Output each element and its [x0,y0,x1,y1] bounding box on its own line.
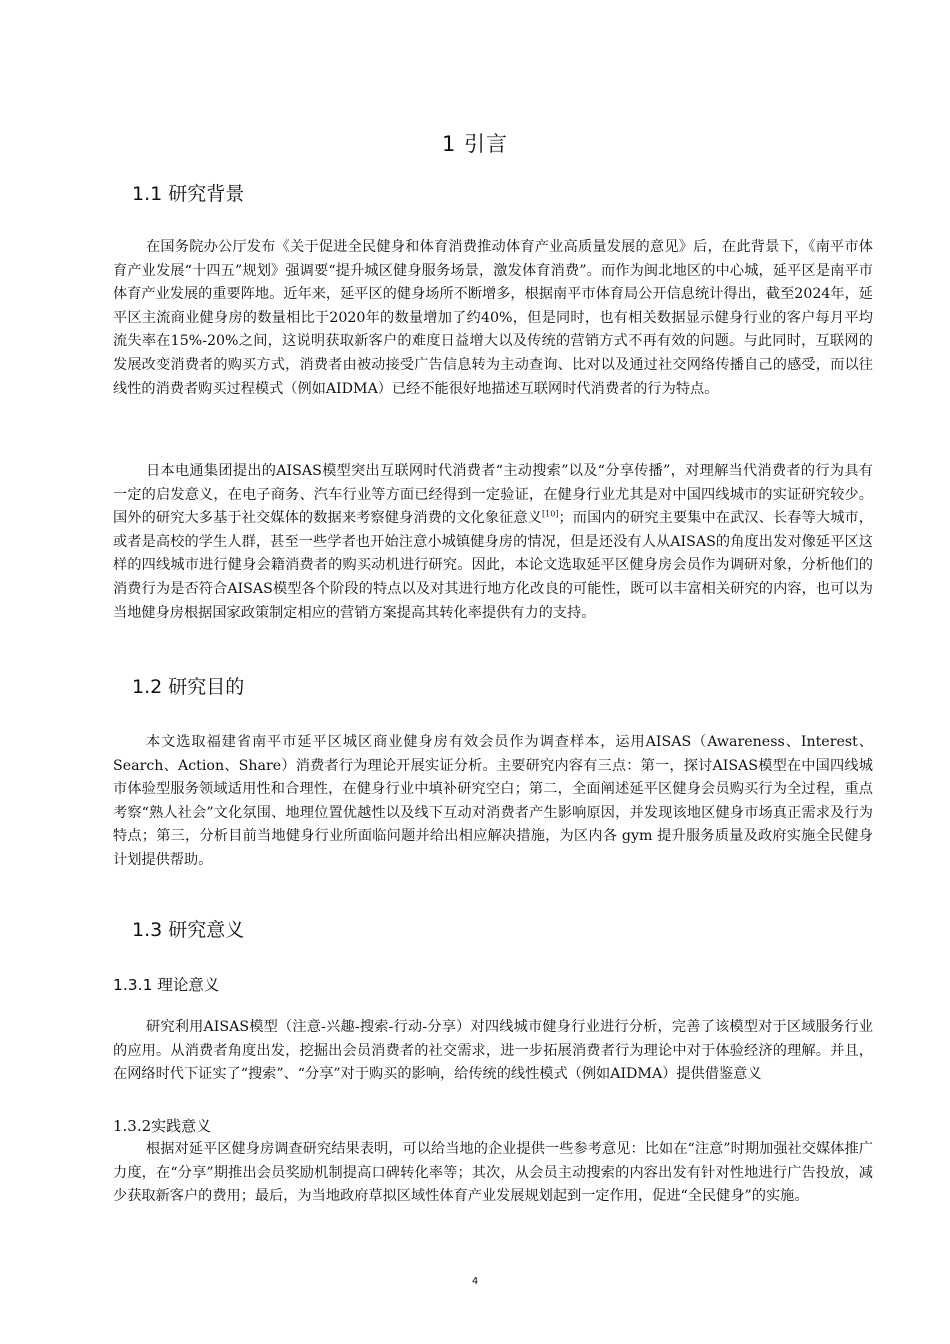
subsection-title-practical: 1.3.2实践意义 [113,1117,212,1135]
paragraph-text: 日本电通集团提出的AISAS模型突出互联网时代消费者“主动搜索”以及“分享传播”，对理解当代消费者的行为具有一定的启发意义，在电子商务、汽车行业等方面已经得到一定验证，在健身行业尤其是对中国四线城市的实证研究较少。国外的研究大多基于社交媒体的数据来考察健身消费的文化象征意义 [113,463,873,527]
chapter-title: 1 引言 [441,132,509,156]
paragraph-background-2 [113,460,873,625]
section-title-significance: 1.3 研究意义 [132,919,245,941]
paragraph-text: ；而国内的研究主要集中在武汉、长春等大城市，或者是高校的学生人群，甚至一些学者也开始注意小城镇健身房的情况，但是还没有人从AISAS的角度出发对像延平区这样的四线城市进行健身会籍消费者的购买动机进行研究。因此，本论文选取延平区健身房会员作为调研对象，分析他们的消费行为是否符合AISAS模型各个阶段的特点以及对其进行地方化改良的可能性，既可以丰富相关研究的内容，也可以为当地健身房根据国家政策制定相应的营销方案提高其转化率提供有力的支持。 [113,510,873,621]
citation-marker: [10] [542,509,559,519]
section-title-background: 1.1 研究背景 [132,183,245,205]
paragraph-practical: 根据对延平区健身房调查研究结果表明，可以给当地的企业提供一些参考意见：比如在“注意”时期加强社交媒体推广力度，在“分享”期推出会员奖励机制提高口碑转化率等；其次，从会员主动搜索的内容出发有针对性地进行广告投放，减少获取新客户的费用；最后，为当地政府草拟区域性体育产业发展规划起到一定作用，促进“全民健身”的实施。 [113,1141,873,1205]
paragraph-purpose: 本文选取福建省南平市延平区城区商业健身房有效会员作为调查样本，运用AISAS（Awareness、Interest、Search、Action、Share）消费者行为理论开展实证分析。主要研究内容有三点：第一，探讨AISAS模型在中国四线城市体验型服务领域适用性和合理性，在健身行业中填补研究空白；第二，全面阐述延平区健身会员购买行为全过程，重点考察“熟人社会”文化氛围、地理位置优越性以及线下互动对消费者产生影响原因，并发现该地区健身市场真正需求及行为特点；第三，分析目前当地健身行业所面临问题并给出相应解决措施，为区内各 gym 提升服务质量及政府实施全民健身计划提供帮助。 [113,734,873,868]
paragraph-theoretical: 研究利用AISAS模型（注意-兴趣-搜索-行动-分享）对四线城市健身行业进行分析，完善了该模型对于区域服务行业的应用。从消费者角度出发，挖掘出会员消费者的社交需求，进一步拓展消费者行为理论中对于体验经济的理解。并且，在网络时代下证实了“搜索”、“分享”对于购买的影响，给传统的线性模式（例如AIDMA）提供借鉴意义 [113,1019,873,1083]
subsection-title-theoretical: 1.3.1 理论意义 [113,976,220,994]
paragraph-background-1: 在国务院办公厅发布《关于促进全民健身和体育消费推动体育产业高质量发展的意见》后，在此背景下，《南平市体育产业发展“十四五”规划》强调要“提升城区健身服务场景，激发体育消费”。而作为闽北地区的中心城，延平区是南平市体育产业发展的重要阵地。近年来，延平区的健身场所不断增多，根据南平市体育局公开信息统计得出，截至2024年，延平区主流商业健身房的数量相比于2020年的数量增加了约40%，但是同时，也有相关数据显示健身行业的客户每月平均流失率在15%-20%之间，这说明获取新客户的难度日益增大以及传统的营销方式不再有效的问题。与此同时，互联网的发展改变消费者的购买方式，消费者由被动接受广告信息转为主动查询、比对以及通过社交网络传播自己的感受，而以往线性的消费者购买过程模式（例如AIDMA）已经不能很好地描述互联网时代消费者的行为特点。 [113,239,873,397]
page-number: 4 [471,1276,479,1287]
section-title-purpose: 1.2 研究目的 [132,676,245,698]
